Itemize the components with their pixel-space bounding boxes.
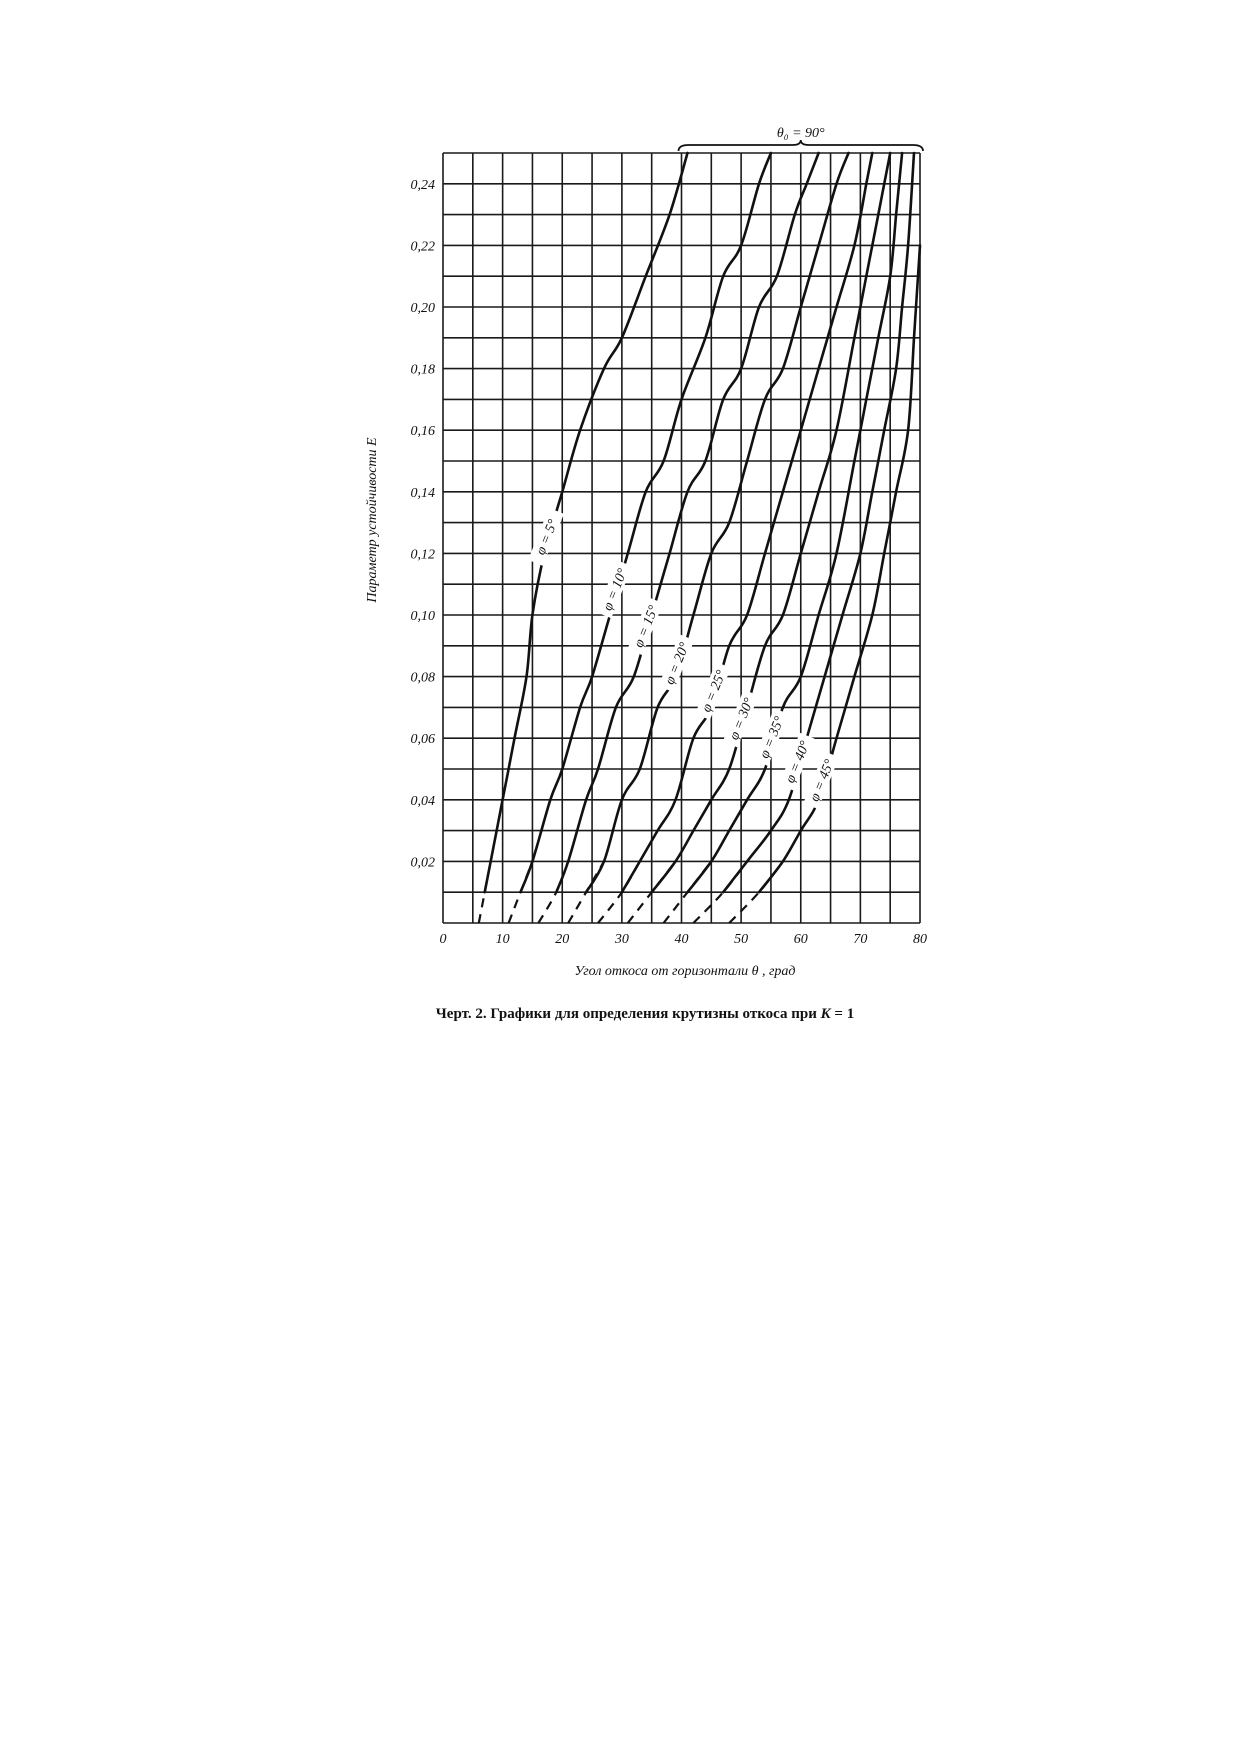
y-tick-label: 0,12 — [410, 547, 435, 563]
series-label-group — [695, 662, 732, 720]
caption-prefix: Черт. 2. Графики для определения крутизны откоса при — [435, 1006, 821, 1022]
y-tick-label: 0,18 — [410, 362, 435, 378]
y-tick-label: 0,10 — [410, 609, 435, 624]
y-tick-label: 0,20 — [410, 301, 435, 316]
series-label: φ = 45° — [807, 757, 838, 804]
chart-ticks — [411, 178, 928, 947]
series-label-group — [723, 690, 760, 748]
y-tick-label: 0,22 — [410, 239, 435, 255]
y-tick-label: 0,08 — [410, 670, 435, 686]
series-label: φ = 5° — [533, 517, 562, 558]
x-tick-label: 10 — [495, 932, 510, 947]
series-label-group — [627, 597, 664, 655]
series-label-group — [658, 634, 695, 692]
series-label: φ = 40° — [783, 739, 814, 786]
x-tick-label: 80 — [913, 932, 927, 947]
x-tick-label: 30 — [614, 932, 629, 947]
y-axis-label: Параметр устойчивости E — [365, 437, 380, 603]
series-label-group — [803, 751, 840, 809]
x-axis-label: Угол откоса от горизонтали θ , град — [574, 964, 796, 979]
x-tick-label: 20 — [555, 932, 570, 947]
series-label: φ = 30° — [726, 696, 758, 743]
x-tick-label: 70 — [853, 932, 868, 947]
y-tick-label: 0,04 — [410, 793, 435, 809]
x-tick-label: 0 — [439, 932, 447, 947]
annotation-text: θ₀ = 90° — [776, 126, 825, 141]
figure-caption — [0, 1006, 1240, 1023]
series-label-group — [779, 733, 816, 791]
series-label-group — [596, 560, 633, 618]
series-label-group — [528, 508, 565, 566]
series-label: φ = 15° — [631, 603, 662, 650]
series-label: φ = 10° — [600, 566, 631, 613]
x-tick-label: 60 — [793, 932, 808, 947]
y-tick-label: 0,06 — [410, 732, 435, 748]
caption-suffix: = 1 — [830, 1006, 855, 1022]
series-label: φ = 25° — [699, 668, 730, 715]
y-tick-label: 0,02 — [410, 855, 435, 871]
series-label: φ = 35° — [757, 714, 788, 761]
theta-annotation — [679, 126, 923, 151]
series-label: φ = 20° — [662, 640, 693, 687]
x-tick-label: 50 — [734, 932, 749, 947]
y-tick-label: 0,16 — [410, 424, 435, 440]
caption-k: K — [820, 1006, 831, 1022]
series-label-group — [753, 708, 790, 766]
y-tick-label: 0,24 — [410, 177, 435, 193]
x-tick-label: 40 — [674, 932, 689, 947]
y-tick-label: 0,14 — [410, 485, 435, 501]
annotation-brace — [679, 140, 923, 151]
series-line — [759, 245, 920, 892]
